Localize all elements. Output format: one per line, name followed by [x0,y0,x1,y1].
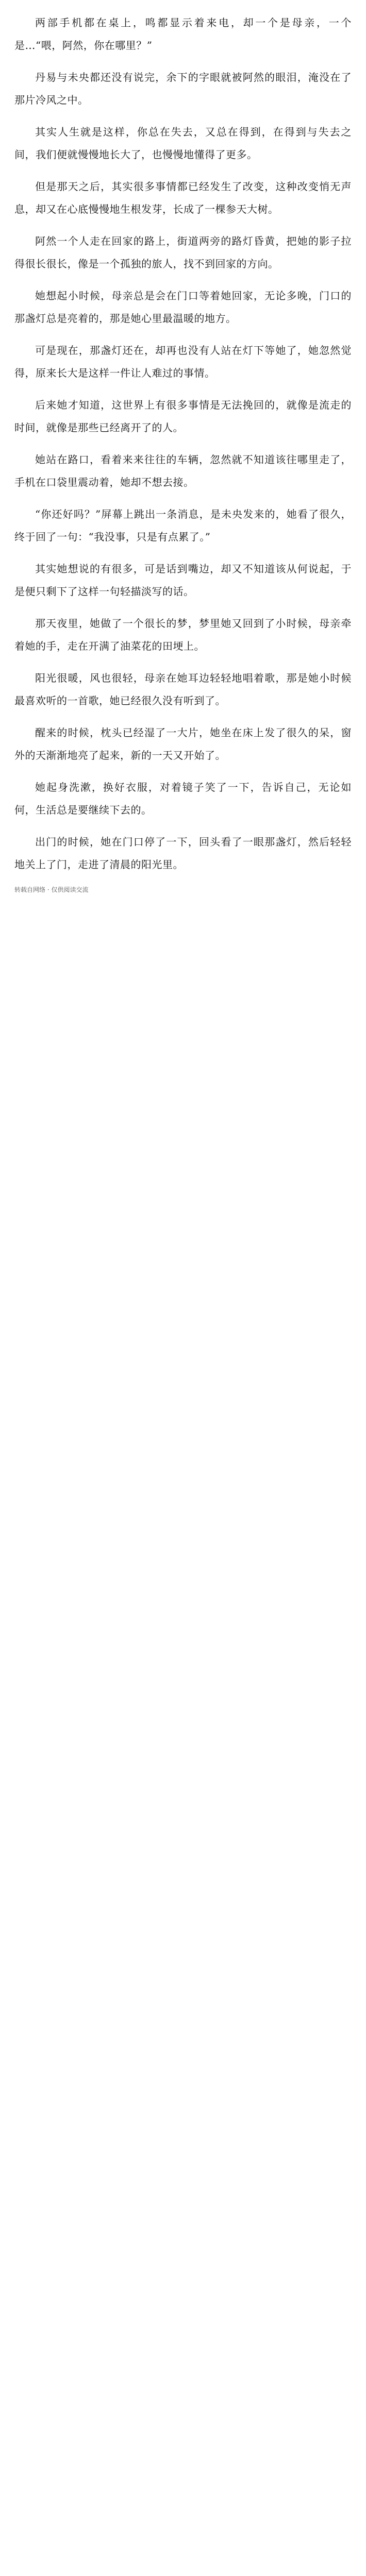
source-note: 转载自网络 · 仅供阅读交流 [14,886,89,893]
paragraph: 她站在路口，看着来来往往的车辆，忽然就不知道该往哪里走了，手机在口袋里震动着，她却不想去接。 [14,453,352,488]
article-body [14,11,352,894]
paragraph: 醒来的时候，枕头已经湿了一大片，她坐在床上发了很久的呆，窗外的天渐渐地亮了起来，新的一天又开始了。 [14,726,352,761]
paragraph: 阳光很暖，风也很轻，母亲在她耳边轻轻地唱着歌，那是她小时候最喜欢听的一首歌，她已经很久没有听到了。 [14,672,352,707]
paragraph: 出门的时候，她在门口停了一下，回头看了一眼那盏灯，然后轻轻地关上了门，走进了清晨的阳光里。 [14,836,352,871]
paragraph: 其实她想说的有很多，可是话到嘴边，却又不知道该从何说起，于是便只剩下了这样一句轻描淡写的话。 [14,563,352,598]
paragraph: “你还好吗？”屏幕上跳出一条消息，是未央发来的，她看了很久，终于回了一句：“我没事，只是有点累了。” [14,508,352,543]
paragraph: 她起身洗漱，换好衣服，对着镜子笑了一下，告诉自己，无论如何，生活总是要继续下去的。 [14,781,352,816]
paragraph: 阿然一个人走在回家的路上，街道两旁的路灯昏黄，把她的影子拉得很长很长，像是一个孤独的旅人，找不到回家的方向。 [14,235,352,270]
paragraph: 后来她才知道，这世界上有很多事情是无法挽回的，就像是流走的时间，就像是那些已经离开了的人。 [14,399,352,434]
paragraph: 其实人生就是这样，你总在失去，又总在得到，在得到与失去之间，我们便就慢慢地长大了，也慢慢地懂得了更多。 [14,126,352,161]
paragraph: 两部手机都在桌上，鸣都显示着来电，却一个是母亲，一个是…“喂，阿然，你在哪里？” [14,16,352,52]
paragraph: 丹易与未央都还没有说完，余下的字眼就被阿然的眼泪，淹没在了那片冷风之中。 [14,71,352,106]
paragraph: 但是那天之后，其实很多事情都已经发生了改变，这种改变悄无声息，却又在心底慢慢地生根发芽，长成了一棵参天大树。 [14,180,352,215]
paragraph: 可是现在，那盏灯还在，却再也没有人站在灯下等她了，她忽然觉得，原来长大是这样一件让人难过的事情。 [14,344,352,379]
paragraph: 那天夜里，她做了一个很长的梦，梦里她又回到了小时候，母亲牵着她的手，走在开满了油菜花的田埂上。 [14,617,352,652]
paragraph: 她想起小时候，母亲总是会在门口等着她回家，无论多晚，门口的那盏灯总是亮着的，那是她心里最温暖的地方。 [14,290,352,325]
